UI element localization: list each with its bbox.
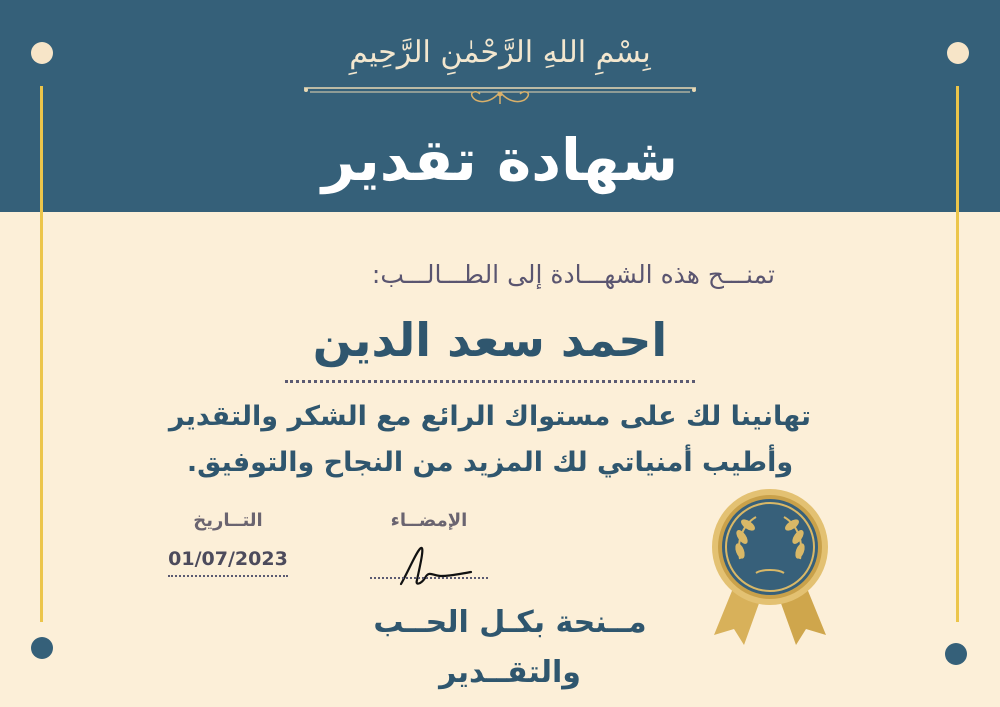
date-value: 01/07/2023: [168, 548, 288, 570]
basmala-calligraphy: بِسْمِ اللهِ الرَّحْمٰنِ الرَّحِيمِ: [349, 35, 651, 70]
corner-dot-bottom-left: [31, 637, 53, 659]
signature-label: الإمضــاء: [390, 510, 468, 531]
corner-dot-bottom-right: [945, 643, 967, 665]
grant-line: تمنـــح هذه الشهـــادة إلى الطـــالـــب:: [371, 260, 775, 289]
congratulation-message: [150, 394, 830, 486]
certificate-title: شهادة تقدير: [321, 126, 679, 194]
right-gold-border-line: [956, 86, 959, 622]
message-line-1: تهانينا لك على مستواك الرائع مع الشكر والتقدير: [168, 401, 812, 432]
date-dotted-line: [168, 575, 288, 577]
message-line-2: وأطيب أمنياتي لك المزيد من النجاح والتوفيق.: [186, 447, 794, 478]
footer-dedication: مــنحة بكـل الحــب والتقــدير: [373, 605, 647, 690]
decorative-flourish-icon: [300, 80, 700, 108]
student-name: احمد سعد الدين: [312, 313, 668, 367]
left-gold-border-line: [40, 86, 43, 622]
corner-dot-top-right: [947, 42, 969, 64]
name-dotted-line: [285, 380, 695, 383]
signature-mark: [395, 540, 475, 590]
award-medal-icon: [700, 485, 840, 650]
date-label: التــاريخ: [193, 510, 263, 531]
corner-dot-top-left: [31, 42, 53, 64]
signature-dotted-line: [370, 577, 488, 579]
